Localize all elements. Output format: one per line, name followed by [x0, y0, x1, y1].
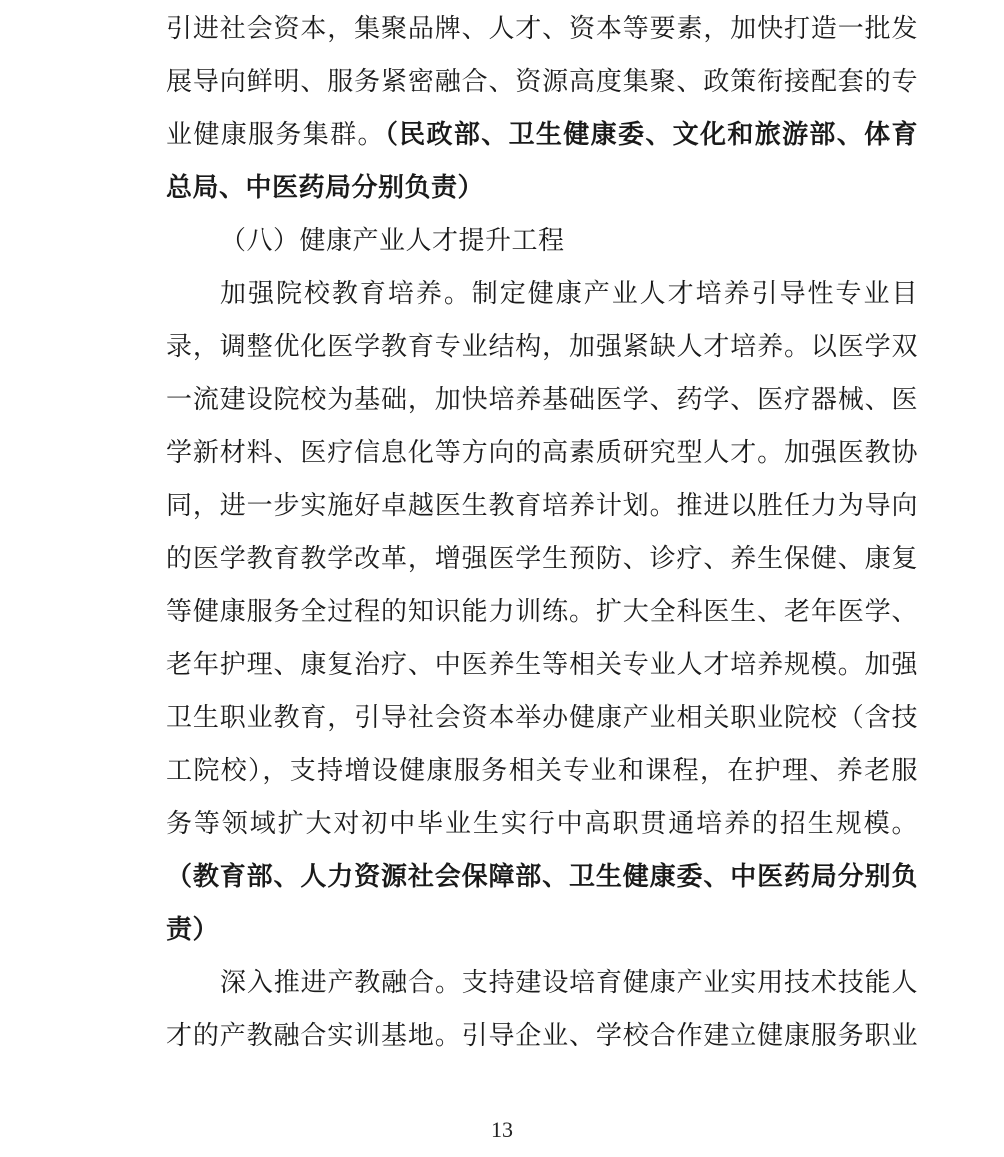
body-line: 学新材料、医疗信息化等方向的高素质研究型人才。加强医教协: [166, 438, 918, 468]
body-line: 等健康服务全过程的知识能力训练。扩大全科医生、老年医学、: [166, 597, 918, 627]
body-line: 才的产教融合实训基地。引导企业、学校合作建立健康服务职业: [166, 1021, 918, 1051]
responsible-departments: （教育部、人力资源社会保障部、卫生健康委、中医药局分别负: [166, 862, 918, 892]
body-line: 工院校），支持增设健康服务相关专业和课程，在护理、养老服: [166, 756, 918, 786]
body-line: 展导向鲜明、服务紧密融合、资源高度集聚、政策衔接配套的专: [166, 67, 918, 97]
body-line: 卫生职业教育，引导社会资本举办健康产业相关职业院校（含技: [166, 703, 918, 733]
body-line: 录，调整优化医学教育专业结构，加强紧缺人才培养。以医学双: [166, 332, 918, 362]
responsible-departments: 责）: [166, 915, 220, 945]
body-line: 一流建设院校为基础，加快培养基础医学、药学、医疗器械、医: [166, 385, 918, 415]
body-line: 加强院校教育培养。制定健康产业人才培养引导性专业目: [220, 279, 918, 309]
body-text: 业健康服务集群。: [166, 120, 385, 150]
section-heading: （八）健康产业人才提升工程: [220, 226, 565, 256]
page-number: 13: [491, 1117, 513, 1142]
body-line: 老年护理、康复治疗、中医养生等相关专业人才培养规模。加强: [166, 650, 918, 680]
body-line: 引进社会资本，集聚品牌、人才、资本等要素，加快打造一批发: [166, 14, 918, 44]
body-line: 同，进一步实施好卓越医生教育培养计划。推进以胜任力为导向: [166, 491, 918, 521]
body-line: 务等领域扩大对初中毕业生实行中高职贯通培养的招生规模。: [166, 809, 918, 839]
body-line: 的医学教育教学改革，增强医学生预防、诊疗、养生保健、康复: [166, 544, 918, 574]
body-line: [166, 115, 918, 155]
body-line: 深入推进产教融合。支持建设培育健康产业实用技术技能人: [220, 968, 918, 998]
responsible-departments: 总局、中医药局分别负责）: [166, 173, 485, 203]
responsible-departments: （民政部、卫生健康委、文化和旅游部、体育: [384, 120, 918, 150]
